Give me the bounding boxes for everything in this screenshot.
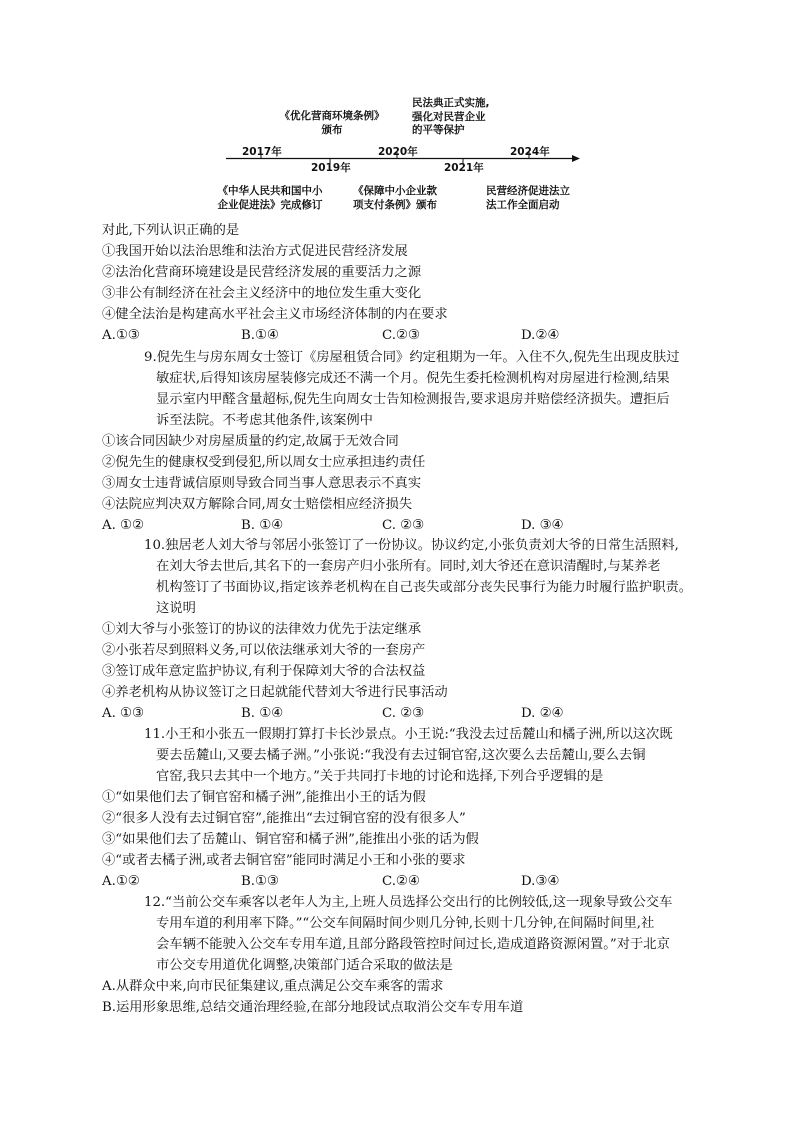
q8-stem: 对此,下列认识正确的是 [102, 223, 240, 238]
q9-stem: 敏症状,后得知该房屋装修完成还不满一个月。倪先生委托检测机构对房屋进行检测,结果 [156, 371, 670, 386]
q11-statement: ④“或者去橘子洲,或者去铜官窑”能同时满足小王和小张的要求 [102, 853, 466, 868]
q12-stem: 市公交专用道优化调整,决策部门适合采取的做法是 [156, 958, 453, 973]
q10-stem: 机构签订了书面协议,指定该养老机构在自己丧失或部分丧失民事行为能力时履行监护职责。 [156, 580, 693, 595]
q10-answer-a: A. ①③ [102, 706, 144, 721]
event-2019-label: 《优化营商环境条例》 颁布 [279, 110, 385, 136]
year-2024: 2024年 [510, 146, 550, 158]
q10-stem: 10.独居老人刘大爷与邻居小张签订了一份协议。协议约定,小张负责刘大爷的日常生活照料, [144, 538, 679, 553]
event-2017-label: 《中华人民共和国中小 企业促进法》完成修订 [217, 185, 323, 211]
q10-statement: ③签订成年意定监护协议,有利于保障刘大爷的合法权益 [102, 664, 426, 679]
q11-stem: 要去岳麓山,又要去橘子洲。”小张说:“我没有去过铜官窑,这次要么去岳麓山,要么去铜 [156, 748, 646, 763]
q8-statement: ①我国开始以法治思维和法治方式促进民营经济发展 [102, 244, 408, 259]
year-2021: 2021年 [444, 162, 484, 174]
q9-statement: ④法院应判决双方解除合同,周女士赔偿相应经济损失 [102, 497, 413, 512]
q11-answer-a: A.①② [102, 874, 140, 889]
q12-stem: 会车辆不能驶入公交车专用车道,且部分路段管控时间过长,造成道路资源闲置。”对于北京 [156, 937, 670, 952]
q9-statement: ①该合同因缺少对房屋质量的约定,故属于无效合同 [102, 434, 399, 449]
q10-statement: ④养老机构从协议签订之日起就能代替刘大爷进行民事活动 [102, 685, 448, 700]
q10-answer-d: D. ②④ [521, 706, 564, 721]
q8-statement: ②法治化营商环境建设是民营经济发展的重要活力之源 [102, 265, 422, 280]
q8-answer-a: A.①③ [102, 328, 140, 343]
q10-statement: ②小张若尽到照料义务,可以依法继承刘大爷的一套房产 [102, 643, 426, 658]
q9-answer-d: D. ③④ [521, 518, 564, 533]
year-2017: 2017年 [242, 146, 282, 158]
q9-stem: 诉至法院。不考虑其他条件,该案例中 [156, 413, 373, 428]
q9-answer-a: A. ①② [102, 518, 144, 533]
year-2019: 2019年 [311, 162, 351, 174]
q8-answer-b: B.①④ [241, 328, 279, 343]
q10-statement: ①刘大爷与小张签订的协议的法律效力优先于法定继承 [102, 622, 422, 637]
q10-answer-c: C. ②③ [382, 706, 424, 721]
q12-stem: 12.“当前公交车乘客以老年人为主,上班人员选择公交出行的比例较低,这一现象导致公交车 [144, 895, 673, 910]
event-2021-label: 民法典正式实施, 强化对民营企业 的平等保护 [412, 97, 490, 136]
q11-statement: ③“如果他们去了岳麓山、铜官窑和橘子洲”,能推出小张的话为假 [102, 832, 479, 847]
event-2024-label: 民营经济促进法立 法工作全面启动 [486, 185, 570, 211]
q9-statement: ③周女士违背诚信原则导致合同当事人意思表示不真实 [102, 476, 422, 491]
q10-stem: 这说明 [156, 601, 196, 616]
q11-answer-d: D.③④ [521, 874, 560, 889]
q9-stem: 显示室内甲醛含量超标,倪先生向周女士告知检测报告,要求退房并赔偿经济损失。遭拒后 [156, 392, 670, 407]
q10-stem: 在刘大爷去世后,其名下的一套房产归小张所有。同时,刘大爷还在意识清醒时,与某养老 [156, 559, 661, 574]
q11-statement: ①“如果他们去了铜官窑和橘子洲”,能推出小王的话为假 [102, 790, 426, 805]
q11-stem: 官窑,我只去其中一个地方。”关于共同打卡地的讨论和选择,下列合乎逻辑的是 [156, 769, 604, 784]
timeline-figure [0, 0, 794, 230]
q8-answer-d: D.②④ [521, 328, 560, 343]
q9-stem: 9.倪先生与房东周女士签订《房屋租赁合同》约定租期为一年。入住不久,倪先生出现皮肤过 [144, 350, 680, 365]
q9-answer-c: C. ②③ [382, 518, 424, 533]
q12-option-b: B.运用形象思维,总结交通治理经验,在部分地段试点取消公交车专用车道 [102, 1000, 524, 1015]
q11-answer-b: B.①③ [241, 874, 279, 889]
q11-statement: ②“很多人没有去过铜官窑”,能推出“去过铜官窑的没有很多人” [102, 811, 466, 826]
q9-answer-b: B. ①④ [241, 518, 284, 533]
q8-statement: ④健全法治是构建高水平社会主义市场经济体制的内在要求 [102, 307, 448, 322]
q10-answer-b: B. ①④ [241, 706, 284, 721]
q11-answer-c: C.②④ [382, 874, 420, 889]
q9-statement: ②倪先生的健康权受到侵犯,所以周女士应承担违约责任 [102, 455, 426, 470]
q11-stem: 11.小王和小张五一假期打算打卡长沙景点。小王说:“我没去过岳麓山和橘子洲,所以这次既 [144, 727, 673, 742]
event-2020-label: 《保障中小企业款 项支付条例》颁布 [353, 185, 437, 211]
q12-stem: 专用车道的利用率下降。”“公交车间隔时间少则几分钟,长则十几分钟,在间隔时间里,社 [156, 916, 655, 931]
q8-statement: ③非公有制经济在社会主义经济中的地位发生重大变化 [102, 286, 422, 301]
year-2020: 2020年 [378, 146, 418, 158]
q12-option-a: A.从群众中来,向市民征集建议,重点满足公交车乘客的需求 [102, 979, 444, 994]
q8-answer-c: C.②③ [382, 328, 420, 343]
